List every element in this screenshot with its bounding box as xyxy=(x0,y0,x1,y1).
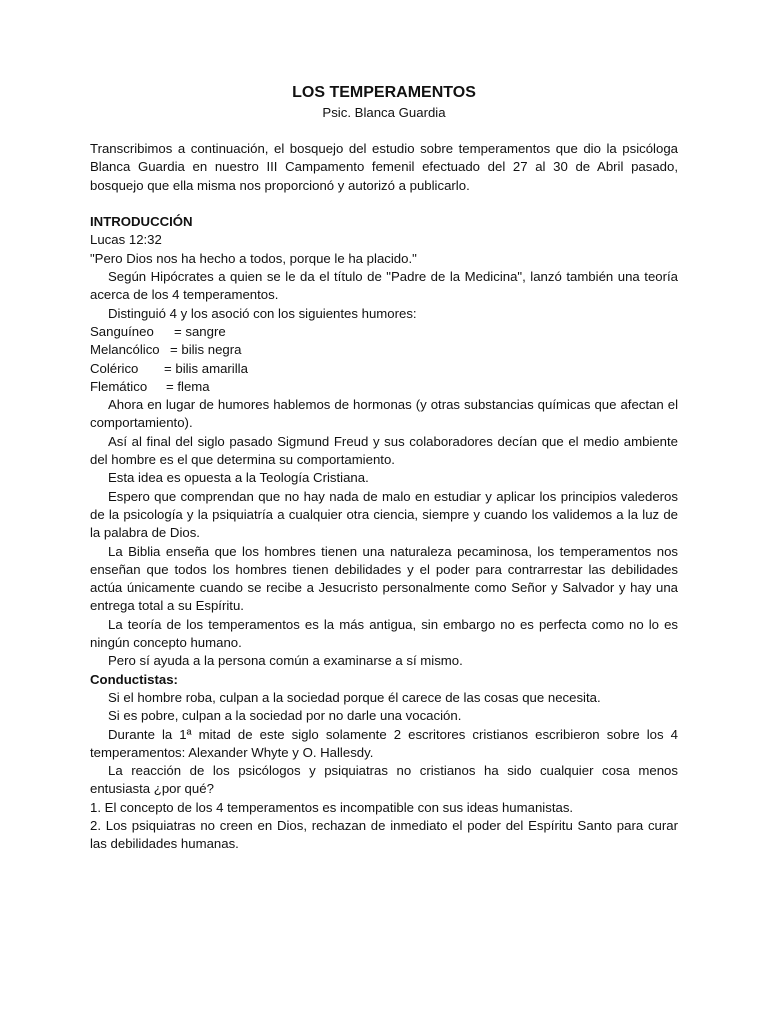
paragraph: Según Hipócrates a quien se le da el título de "Padre de la Medicina", lanzó también una teoría acerca de los 4 temperamentos. xyxy=(90,269,678,303)
humor-row-sanguineo xyxy=(90,323,678,341)
paragraph: La reacción de los psicólogos y psiquiatras no cristianos ha sido cualquier cosa menos entusiasta ¿por qué? xyxy=(90,763,678,797)
humor-name: Sanguíneo xyxy=(90,323,154,339)
paragraph: Si es pobre, culpan a la sociedad por no darle una vocación. xyxy=(108,708,462,724)
document-title: LOS TEMPERAMENTOS xyxy=(292,84,476,101)
document-author: Psic. Blanca Guardia xyxy=(322,105,446,120)
list-item: 2. Los psiquiatras no creen en Dios, rechazan de inmediato el poder del Espíritu Santo para curar las debilidades humanas. xyxy=(90,817,678,852)
paragraph: Durante la 1ª mitad de este siglo solamente 2 escritores cristianos escribieron sobre los 4 temperamentos: Alexander Whyte y O. Hallesdy. xyxy=(90,726,678,760)
bible-quote: "Pero Dios nos ha hecho a todos, porque le ha placido." xyxy=(90,250,417,266)
document-page xyxy=(90,82,678,854)
humor-row-melancolico xyxy=(90,341,678,359)
paragraph: La teoría de los temperamentos es la más antigua, sin embargo no es perfecta como no lo es ningún concepto humano. xyxy=(90,616,678,651)
paragraph: Ahora en lugar de humores hablemos de hormonas (y otras substancias químicas que afectan el comportamiento). xyxy=(90,397,678,431)
paragraph: Así al final del siglo pasado Sigmund Freud y sus colaboradores decían que el medio ambiente del hombre es el que determina su comportamiento. xyxy=(90,433,678,468)
paragraph: Espero que comprendan que no hay nada de malo en estudiar y aplicar los principios valederos de la psicología y la psiquiatría a cualquier otra ciencia, siempre y cuando los validemos a la luz de la palabra de Dios. xyxy=(90,488,678,541)
humor-name: Melancólico xyxy=(90,342,160,358)
bible-reference: Lucas 12:32 xyxy=(90,232,162,248)
humor-row-colerico xyxy=(90,360,678,378)
intro-paragraph: Transcribimos a continuación, el bosquejo del estudio sobre temperamentos que dio la psicóloga Blanca Guardia en nuestro III Campamento femenil efectuado del 27 al 30 de Abril pasado, bosquejo que ella misma nos proporcionó y autorizó a publicarlo. xyxy=(90,141,678,193)
humor-value: = bilis amarilla xyxy=(164,360,248,376)
paragraph: Si el hombre roba, culpan a la sociedad porque él carece de las cosas que necesita. xyxy=(108,689,601,705)
list-item: 1. El concepto de los 4 temperamentos es incompatible con sus ideas humanistas. xyxy=(90,799,574,815)
paragraph: Esta idea es opuesta a la Teología Cristiana. xyxy=(108,470,369,486)
paragraph: La Biblia enseña que los hombres tienen una naturaleza pecaminosa, los temperamentos nos enseñan que todos los hombres tienen debilidades y el poder para contrarrestar las debilidades actúa únicamente cuando se recibe a Jesucristo personalmente como Señor y Salvador y hay una entrega total a su Espíritu. xyxy=(90,543,678,614)
humor-name: Colérico xyxy=(90,360,139,376)
humor-name: Flemático xyxy=(90,378,148,394)
paragraph: Pero sí ayuda a la persona común a examinarse a sí mismo. xyxy=(108,653,463,669)
section-heading-conductistas: Conductistas: xyxy=(90,671,178,687)
humor-row-flematico xyxy=(90,378,678,396)
section-heading-introduccion: INTRODUCCIÓN xyxy=(90,214,193,230)
humor-value: = bilis negra xyxy=(170,342,242,358)
humor-value: = sangre xyxy=(174,323,226,339)
paragraph: Distinguió 4 y los asoció con los siguientes humores: xyxy=(108,305,417,321)
humor-value: = flema xyxy=(166,378,210,394)
